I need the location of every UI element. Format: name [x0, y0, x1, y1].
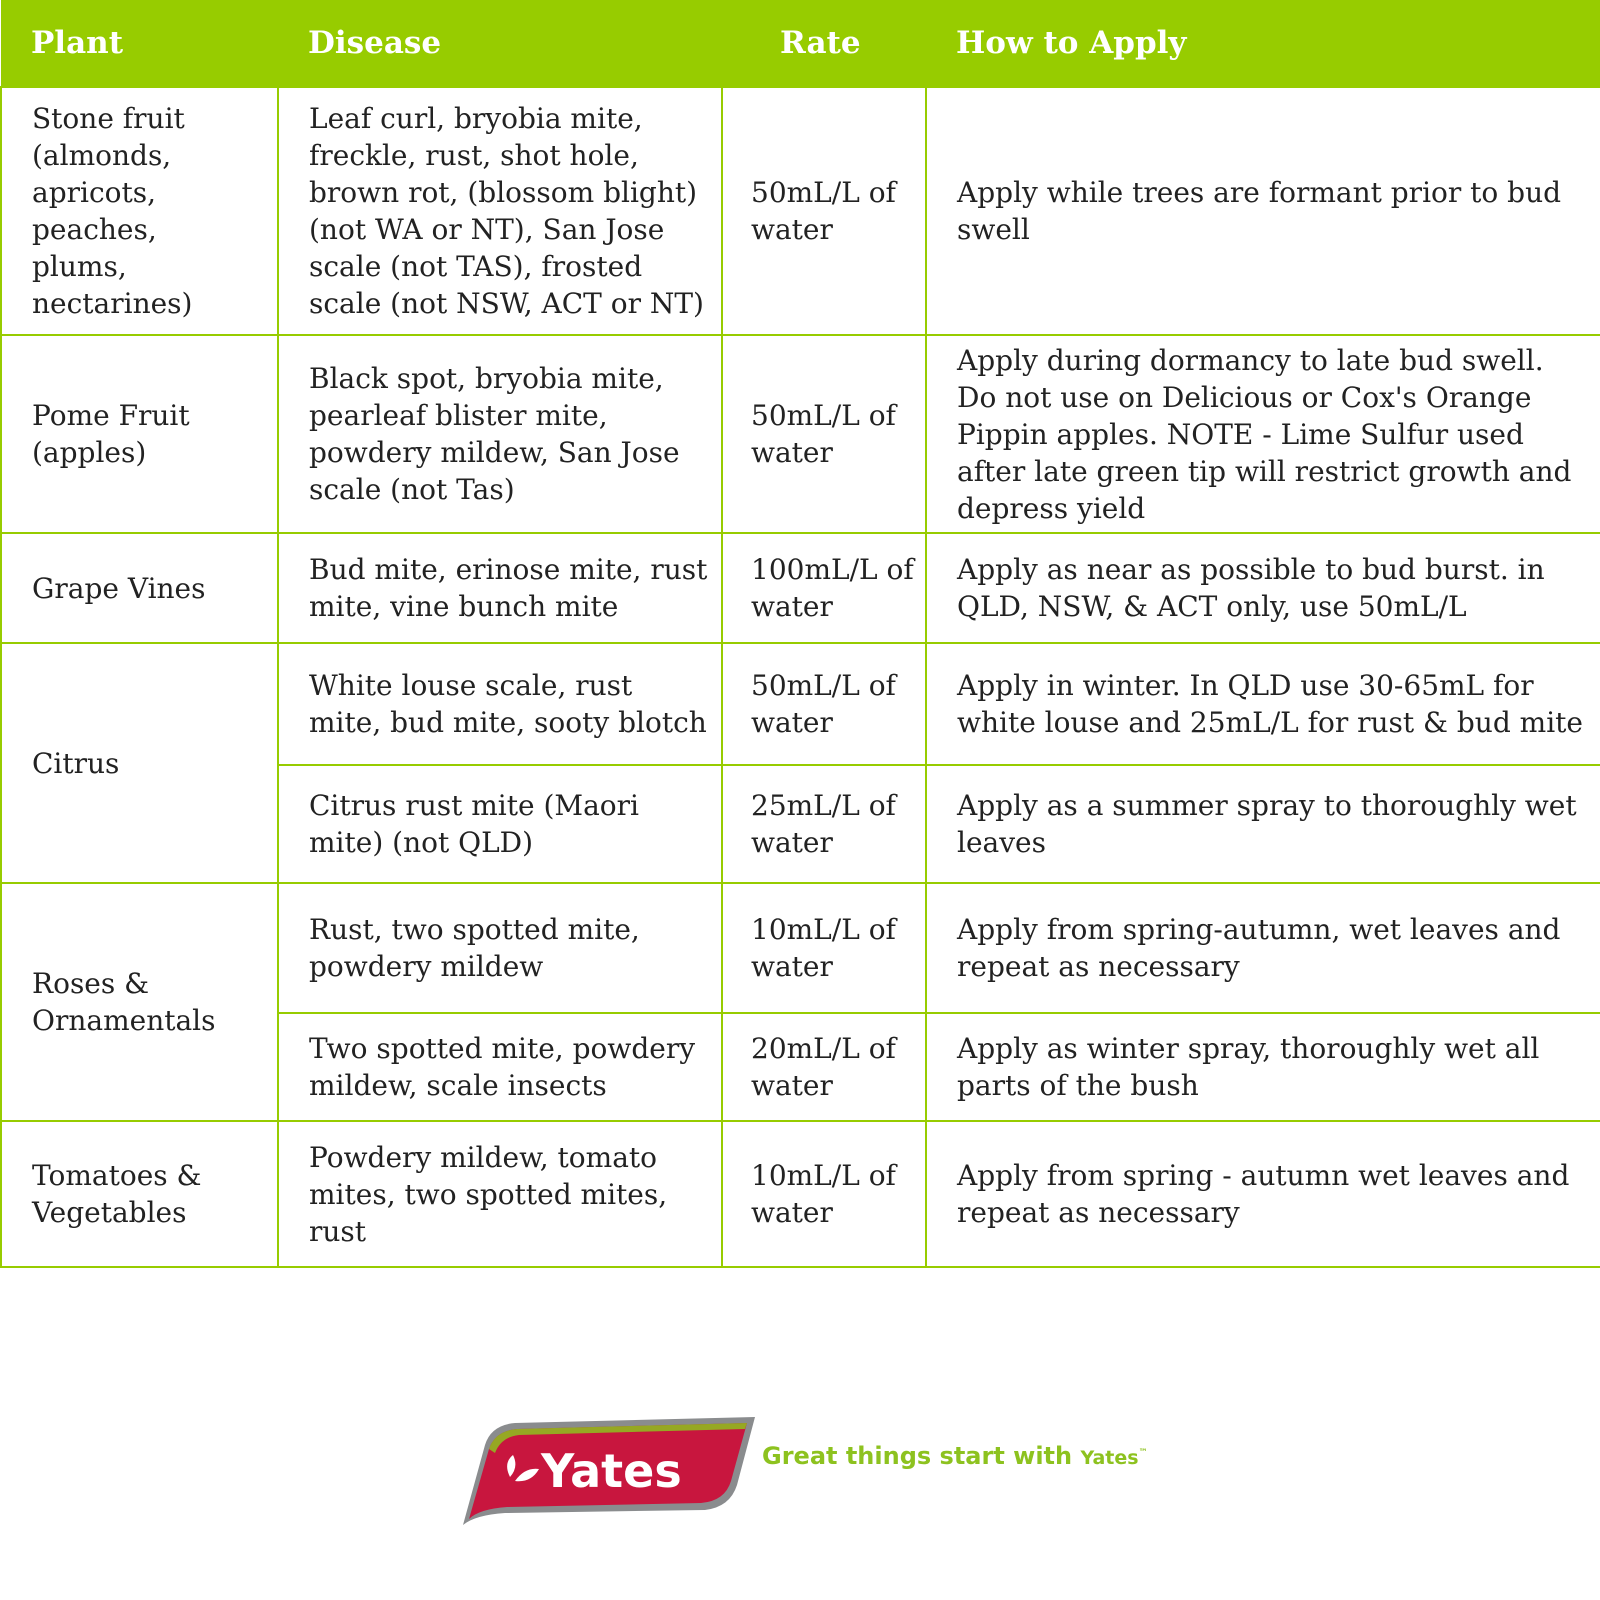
rate-cell: 50mL/L of water [722, 335, 926, 533]
table-row [1, 643, 1600, 765]
header-disease: Disease [278, 0, 722, 87]
rate-cell: 10mL/L of water [722, 1121, 926, 1267]
table-row [1, 1121, 1600, 1267]
disease-cell: Black spot, bryobia mite, pearleaf blister mite, powdery mildew, San Jose scale (not Tas) [278, 335, 722, 533]
header-rate: Rate [722, 0, 926, 87]
how-to-apply-cell: Apply in winter. In QLD use 30-65mL for white louse and 25mL/L for rust & bud mite [926, 643, 1600, 765]
disease-cell: Citrus rust mite (Maori mite) (not QLD) [278, 765, 722, 883]
rate-cell: 50mL/L of water [722, 87, 926, 335]
table-header [1, 0, 1600, 87]
rate-cell: 25mL/L of water [722, 765, 926, 883]
how-to-apply-cell: Apply while trees are formant prior to bud swell [926, 87, 1600, 335]
tagline-brand: Yates [1080, 1447, 1139, 1469]
disease-cell: Rust, two spotted mite, powdery mildew [278, 883, 722, 1013]
disease-cell: Leaf curl, bryobia mite, freckle, rust, shot hole, brown rot, (blossom blight) (not WA or NT), San Jose scale (not TAS), frosted scale (not NSW, ACT or NT) [278, 87, 722, 335]
tagline-text: Great things start with [762, 1442, 1073, 1470]
how-to-apply-cell: Apply from spring-autumn, wet leaves and repeat as necessary [926, 883, 1600, 1013]
trademark-symbol: ™ [1138, 1448, 1148, 1458]
how-to-apply-cell: Apply as near as possible to bud burst. in QLD, NSW, & ACT only, use 50mL/L [926, 533, 1600, 643]
rate-cell: 10mL/L of water [722, 883, 926, 1013]
logo-wordmark: Yates [541, 1444, 682, 1498]
table-row [1, 87, 1600, 335]
table-row [1, 335, 1600, 533]
rate-cell: 20mL/L of water [722, 1013, 926, 1121]
yates-logo [455, 1415, 755, 1535]
table-row [1, 533, 1600, 643]
disease-cell: Two spotted mite, powdery mildew, scale insects [278, 1013, 722, 1121]
how-to-apply-cell: Apply as winter spray, thoroughly wet all parts of the bush [926, 1013, 1600, 1121]
disease-cell: White louse scale, rust mite, bud mite, sooty blotch [278, 643, 722, 765]
disease-cell: Bud mite, erinose mite, rust mite, vine bunch mite [278, 533, 722, 643]
header-how-to-apply: How to Apply [926, 0, 1600, 87]
how-to-apply-cell: Apply during dormancy to late bud swell. Do not use on Delicious or Cox's Orange Pippin apples. NOTE - Lime Sulfur used after late green tip will restrict growth and depress yield [926, 335, 1600, 533]
tagline [762, 1442, 1148, 1470]
rate-cell: 100mL/L of water [722, 533, 926, 643]
how-to-apply-cell: Apply as a summer spray to thoroughly wet leaves [926, 765, 1600, 883]
plant-cell: Tomatoes & Vegetables [1, 1121, 278, 1267]
disease-cell: Powdery mildew, tomato mites, two spotted mites, rust [278, 1121, 722, 1267]
header-plant: Plant [1, 0, 278, 87]
plant-cell: Pome Fruit (apples) [1, 335, 278, 533]
plant-cell: Stone fruit (almonds, apricots, peaches, plums, nectarines) [1, 87, 278, 335]
rate-cell: 50mL/L of water [722, 643, 926, 765]
plant-cell: Citrus [1, 643, 278, 883]
plant-cell: Roses & Ornamentals [1, 883, 278, 1121]
how-to-apply-cell: Apply from spring - autumn wet leaves and repeat as necessary [926, 1121, 1600, 1267]
table-row [1, 883, 1600, 1013]
brand-footer [0, 1400, 1600, 1540]
plant-cell: Grape Vines [1, 533, 278, 643]
